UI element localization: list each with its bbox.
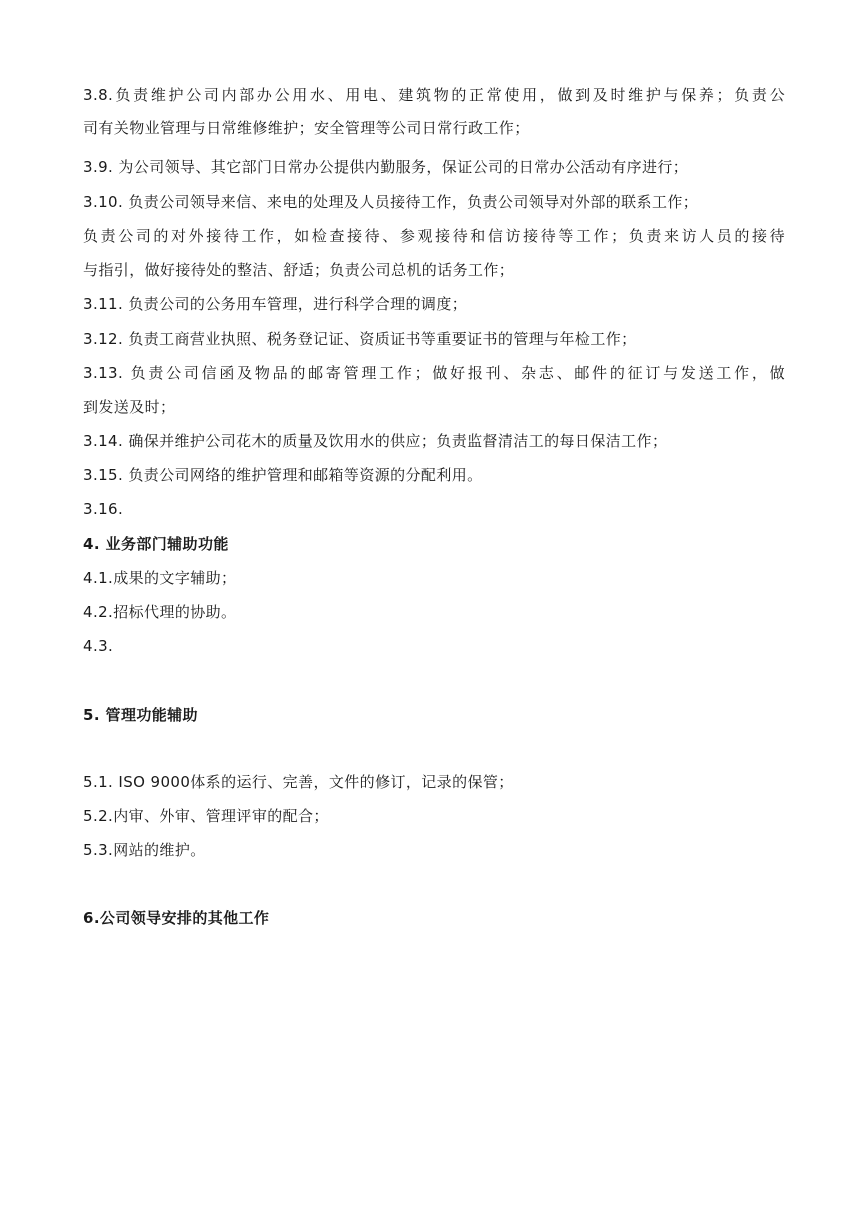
paragraph-3-16: 3.16. [83, 500, 124, 518]
paragraph-3-13-line-1: 3.13. 负责公司信函及物品的邮寄管理工作；做好报刊、杂志、邮件的征订与发送工作，做 [83, 364, 785, 382]
paragraph-3-10-line-1: 3.10. 负责公司领导来信、来电的处理及人员接待工作，负责公司领导对外部的联系工作； [83, 193, 699, 211]
paragraph-3-14: 3.14. 确保并维护公司花木的质量及饮用水的供应；负责监督清洁工的每日保洁工作； [83, 432, 668, 450]
paragraph-3-10-line-3: 与指引，做好接待处的整洁、舒适；负责公司总机的话务工作； [83, 261, 515, 279]
paragraph-4-1: 4.1.成果的文字辅助； [83, 569, 237, 587]
paragraph-4-3: 4.3. [83, 637, 114, 655]
paragraph-3-8-line-2: 司有关物业管理与日常维修维护；安全管理等公司日常行政工作； [83, 119, 530, 137]
paragraph-4-2: 4.2.招标代理的协助。 [83, 603, 237, 621]
paragraph-3-8-line-1: 3.8.负责维护公司内部办公用水、用电、建筑物的正常使用，做到及时维护与保养；负责公 [83, 86, 785, 104]
paragraph-3-11: 3.11. 负责公司的公务用车管理，进行科学合理的调度； [83, 295, 468, 313]
section-heading-4: 4. 业务部门辅助功能 [83, 535, 229, 553]
paragraph-3-10-line-2: 负责公司的对外接待工作，如检查接待、参观接待和信访接待等工作；负责来访人员的接待 [83, 227, 785, 245]
paragraph-3-15: 3.15. 负责公司网络的维护管理和邮箱等资源的分配利用。 [83, 466, 483, 484]
section-heading-6: 6.公司领导安排的其他工作 [83, 909, 270, 927]
paragraph-5-3: 5.3.网站的维护。 [83, 841, 206, 859]
paragraph-3-9: 3.9. 为公司领导、其它部门日常办公提供内勤服务，保证公司的日常办公活动有序进行； [83, 158, 689, 176]
section-heading-5: 5. 管理功能辅助 [83, 706, 198, 724]
paragraph-3-13-line-2: 到发送及时； [83, 398, 176, 416]
paragraph-3-12: 3.12. 负责工商营业执照、税务登记证、资质证书等重要证书的管理与年检工作； [83, 330, 637, 348]
paragraph-5-1: 5.1. ISO 9000体系的运行、完善，文件的修订，记录的保管； [83, 773, 514, 791]
paragraph-5-2: 5.2.内审、外审、管理评审的配合； [83, 807, 329, 825]
